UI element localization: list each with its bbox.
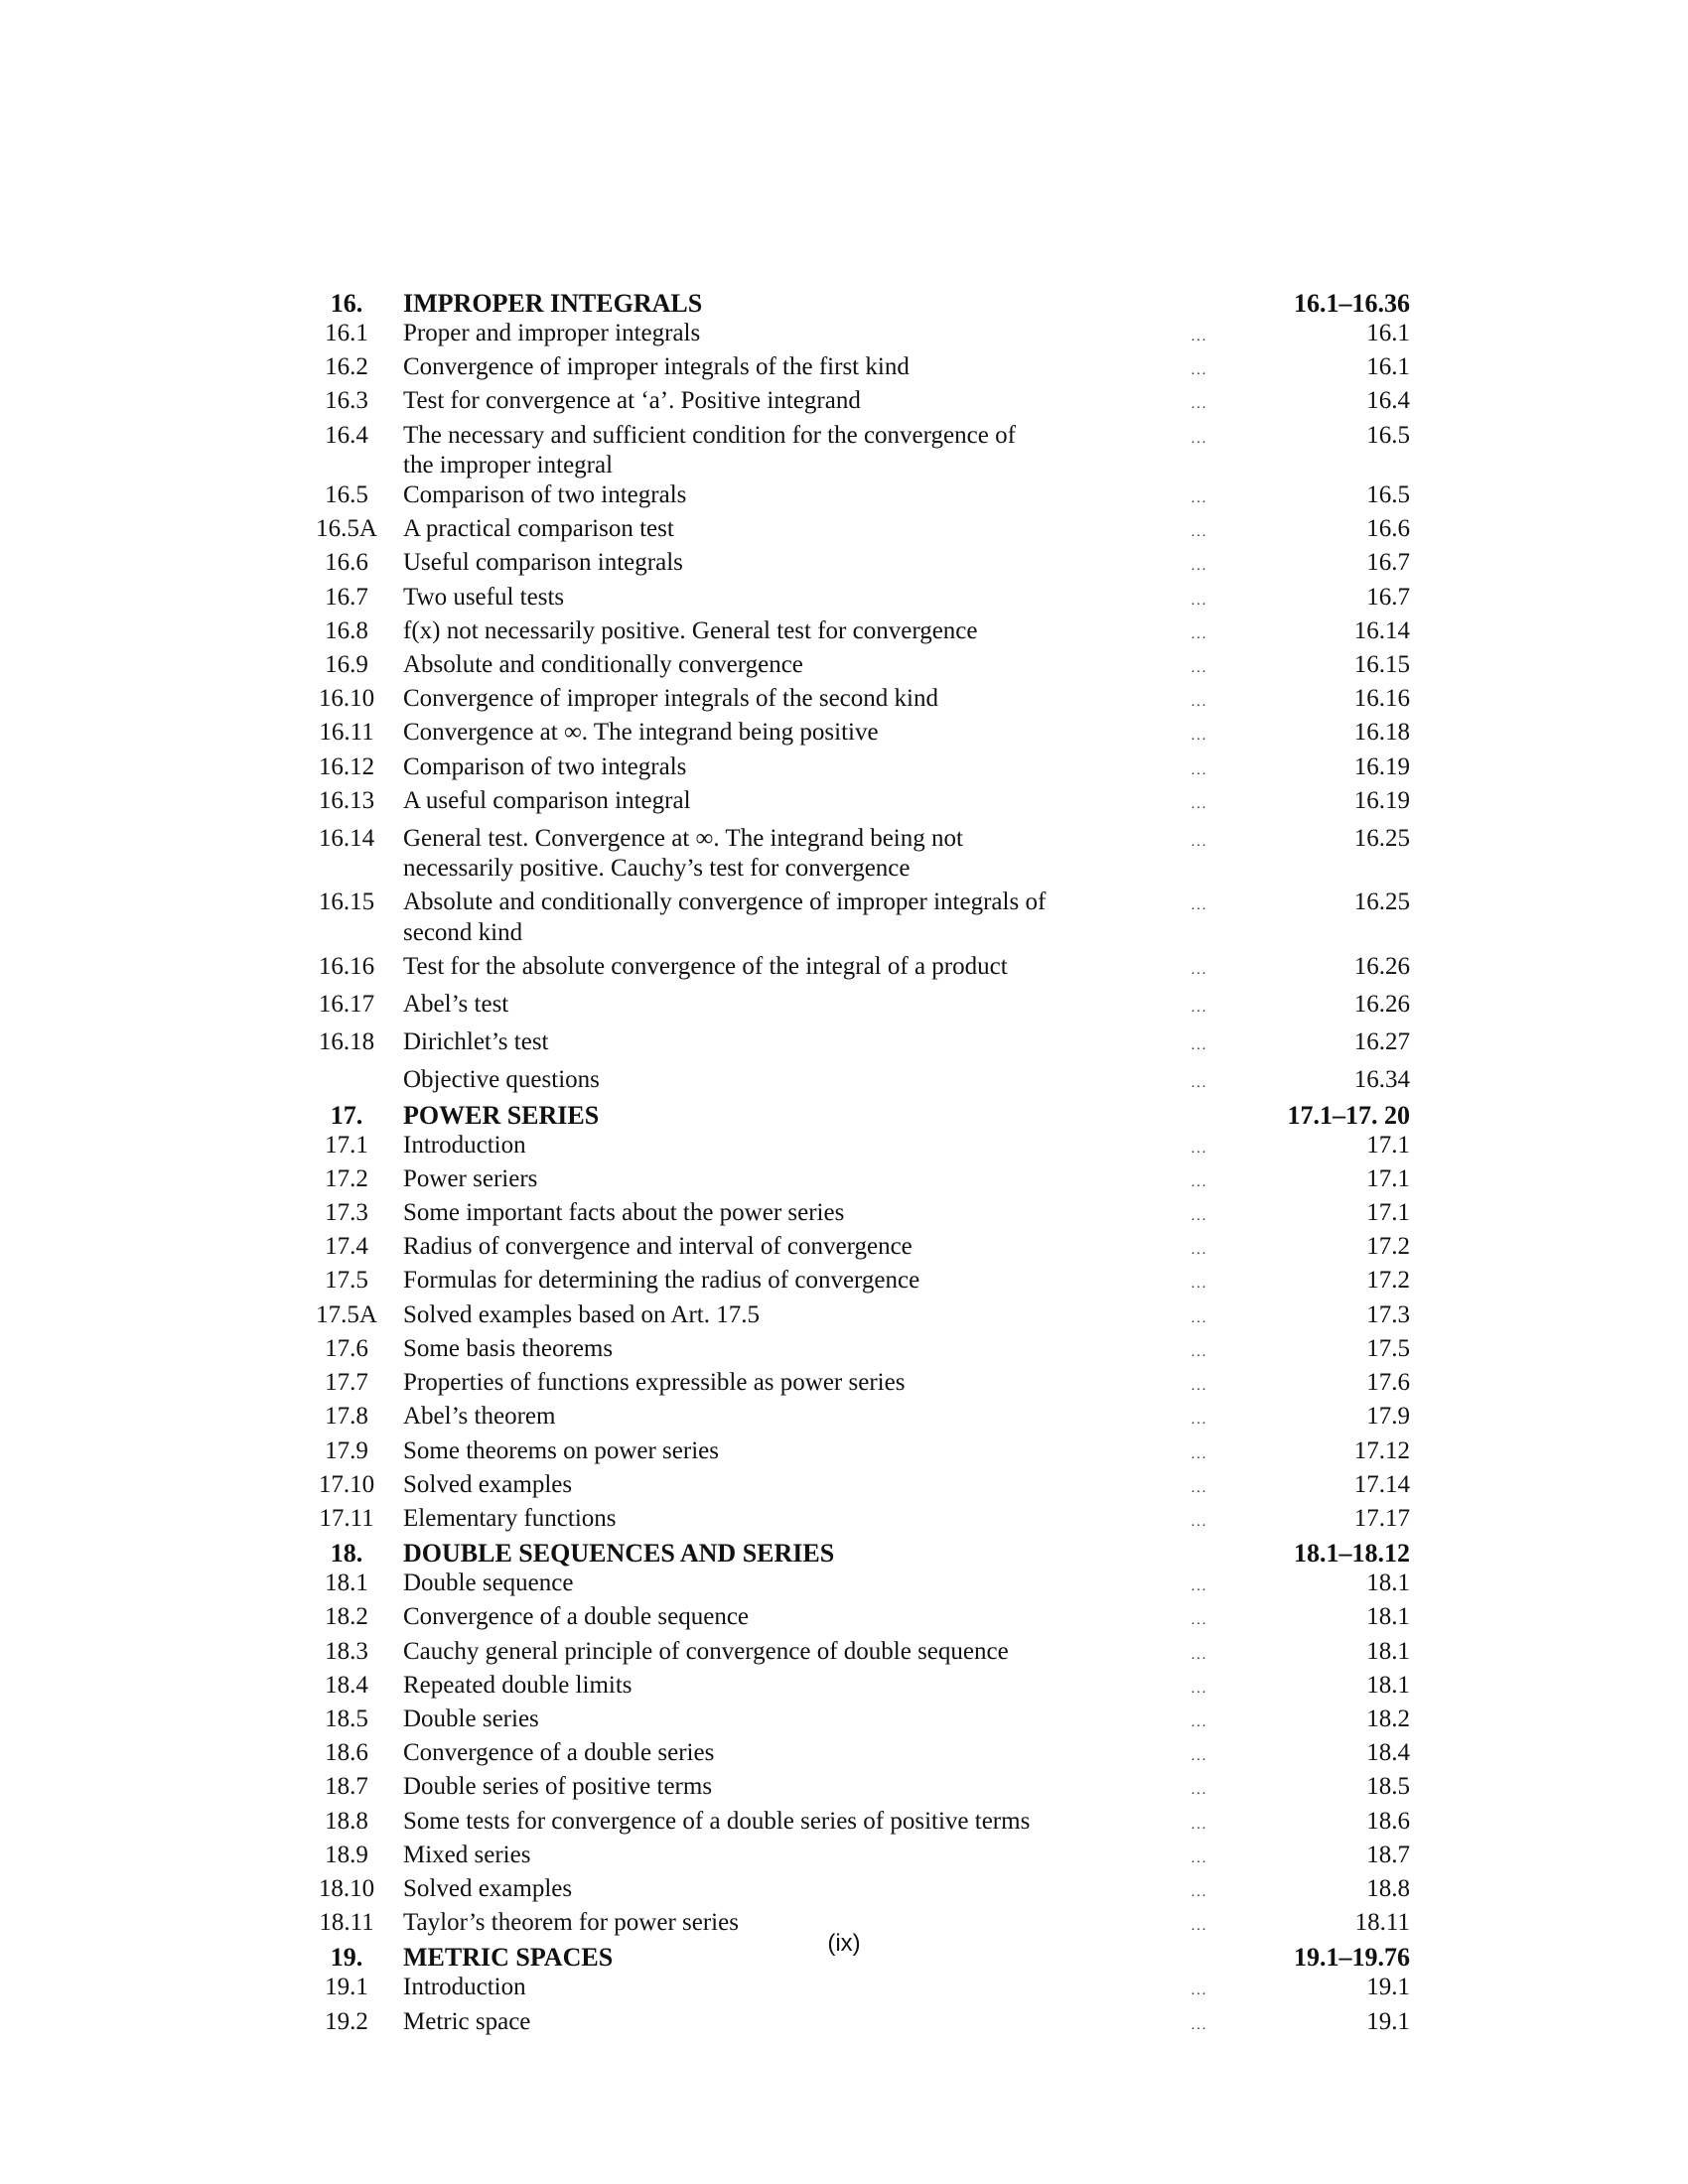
toc-entry <box>308 583 1410 616</box>
toc-entry <box>308 1569 1410 1602</box>
section-title: Test for convergence at ‘a’. Positive integrand <box>403 387 861 415</box>
section-number: 16.1 <box>325 320 368 346</box>
page-number: 16.14 <box>1353 616 1410 644</box>
section-title <box>385 887 1150 947</box>
toc-entry <box>308 1504 1410 1538</box>
page-number: 16.19 <box>1353 752 1410 780</box>
section-number: 18.6 <box>325 1739 368 1767</box>
section-title: Two useful tests <box>403 583 565 611</box>
page-number: 17.1 <box>1366 1164 1410 1192</box>
section-title: Properties of functions expressible as power series <box>403 1369 906 1397</box>
section-title: Abel’s test <box>403 991 509 1019</box>
page-number: 18.5 <box>1366 1773 1410 1801</box>
chapter-heading <box>308 1100 1410 1131</box>
toc-entry <box>308 1266 1410 1299</box>
leader-dots: ... <box>1191 525 1208 541</box>
section-number: 18.10 <box>318 1874 375 1902</box>
toc-entry <box>308 824 1410 884</box>
page-number: 16.5 <box>1366 481 1410 509</box>
page-number: 18.2 <box>1366 1705 1410 1732</box>
section-title-line-2: the improper integral <box>403 451 614 478</box>
section-title: Formulas for determining the radius of convergence <box>403 1267 920 1295</box>
page-number: 16.26 <box>1353 952 1410 980</box>
page-number: 16.5 <box>1366 421 1410 449</box>
section-title: Some basis theorems <box>403 1334 614 1362</box>
toc-entry <box>308 650 1410 684</box>
section-number: 16.15 <box>318 888 375 916</box>
toc-entry <box>308 319 1410 352</box>
toc-entry <box>308 1334 1410 1368</box>
leader-dots: ... <box>1191 962 1208 978</box>
leader-dots: ... <box>1191 1076 1208 1092</box>
chapter-title: IMPROPER INTEGRALS <box>403 289 703 318</box>
toc-entry <box>308 1738 1410 1772</box>
page-number: 18.8 <box>1366 1874 1410 1902</box>
toc-entry <box>308 1368 1410 1402</box>
toc-entry <box>308 1637 1410 1671</box>
toc-entry <box>308 1164 1410 1198</box>
section-title-line-2: second kind <box>403 918 523 946</box>
page-number: 18.7 <box>1366 1841 1410 1868</box>
leader-dots: ... <box>1191 1209 1208 1225</box>
section-number: 16.17 <box>318 991 375 1019</box>
section-number: 17.2 <box>325 1164 368 1192</box>
section-number: 16.3 <box>325 387 368 415</box>
section-title: Some theorems on power series <box>403 1436 719 1464</box>
toc-entry <box>308 1300 1410 1334</box>
page-number: 18.1 <box>1366 1671 1410 1699</box>
leader-dots: ... <box>1191 1647 1208 1663</box>
page-number: 16.25 <box>1353 888 1410 916</box>
page-number: 17.3 <box>1366 1300 1410 1328</box>
page-number: 17.17 <box>1353 1504 1410 1532</box>
leader-dots: ... <box>1191 1174 1208 1190</box>
toc-entry <box>308 1973 1410 2006</box>
leader-dots: ... <box>1191 1919 1208 1935</box>
section-number: 16.12 <box>318 752 375 780</box>
toc-entry <box>308 887 1410 947</box>
section-title: Introduction <box>403 1131 526 1159</box>
section-number: 17.4 <box>325 1233 368 1261</box>
section-number: 16.4 <box>325 421 368 449</box>
page-number: 18.1 <box>1366 1570 1410 1597</box>
leader-dots: ... <box>1191 898 1208 914</box>
page-folio: (ix) <box>827 1930 861 1957</box>
chapter-title: DOUBLE SEQUENCES AND SERIES <box>403 1539 835 1569</box>
toc-entry <box>308 386 1410 420</box>
chapter-heading <box>308 1538 1410 1569</box>
section-number: 18.5 <box>325 1705 368 1732</box>
section-title: Power seriers <box>403 1164 538 1192</box>
section-number: 16.18 <box>318 1028 375 1056</box>
section-number: 17.9 <box>325 1436 368 1464</box>
leader-dots: ... <box>1191 1579 1208 1595</box>
page-number: 16.7 <box>1366 549 1410 577</box>
section-title: Solved examples <box>403 1470 573 1498</box>
toc-entry <box>308 1470 1410 1504</box>
leader-dots: ... <box>1191 559 1208 575</box>
page-number: 17.2 <box>1366 1233 1410 1261</box>
page-number: 16.4 <box>1366 387 1410 415</box>
toc-entry <box>308 718 1410 751</box>
leader-dots: ... <box>1191 1446 1208 1462</box>
leader-dots: ... <box>1191 1310 1208 1326</box>
leader-dots: ... <box>1191 762 1208 778</box>
toc-entry <box>308 1131 1410 1164</box>
section-title <box>385 824 1150 884</box>
page-number: 16.6 <box>1366 515 1410 543</box>
section-number: 16.6 <box>325 549 368 577</box>
page-number: 17.14 <box>1353 1470 1410 1498</box>
page-number: 19.1 <box>1366 2007 1410 2035</box>
section-title: Absolute and conditionally convergence <box>403 651 803 679</box>
chapter-heading <box>308 288 1410 319</box>
chapter-page-range: 19.1–19.76 <box>1294 1943 1410 1973</box>
leader-dots: ... <box>1191 2017 1208 2033</box>
section-number: 16.13 <box>318 786 375 814</box>
section-number: 18.11 <box>319 1909 374 1937</box>
section-title: Proper and improper integrals <box>403 320 701 346</box>
leader-dots: ... <box>1191 1514 1208 1530</box>
section-number: 17.11 <box>319 1504 374 1532</box>
section-title: Taylor’s theorem for power series <box>403 1909 739 1937</box>
leader-dots: ... <box>1191 1413 1208 1429</box>
section-number: 17.10 <box>318 1470 375 1498</box>
page-number: 16.1 <box>1366 320 1410 346</box>
leader-dots: ... <box>1191 1038 1208 1054</box>
section-title: Convergence of a double series <box>403 1739 715 1767</box>
section-number: 18.7 <box>325 1773 368 1801</box>
page-number: 16.34 <box>1353 1066 1410 1094</box>
page-number: 16.19 <box>1353 786 1410 814</box>
section-number: 17.5A <box>316 1300 377 1328</box>
chapter-title: METRIC SPACES <box>403 1943 614 1973</box>
leader-dots: ... <box>1191 796 1208 812</box>
page-number: 17.5 <box>1366 1334 1410 1362</box>
page-number: 16.1 <box>1366 353 1410 381</box>
chapter-page-range: 16.1–16.36 <box>1294 289 1410 318</box>
section-title: Convergence of a double sequence <box>403 1603 750 1631</box>
section-number: 16. <box>330 289 363 318</box>
leader-dots: ... <box>1191 363 1208 379</box>
section-title-line-1: General test. Convergence at ∞. The integrand being not <box>403 825 963 853</box>
leader-dots: ... <box>1191 1749 1208 1765</box>
leader-dots: ... <box>1191 1379 1208 1395</box>
page-number: 18.11 <box>1354 1909 1410 1937</box>
section-number: 17.1 <box>325 1131 368 1159</box>
section-title: Convergence of improper integrals of the second kind <box>403 685 938 713</box>
section-number: 19.2 <box>325 2007 368 2035</box>
section-title: Convergence at ∞. The integrand being positive <box>403 719 879 747</box>
leader-dots: ... <box>1191 1983 1208 1999</box>
toc-entry <box>308 1671 1410 1705</box>
section-number: 17. <box>330 1100 363 1130</box>
section-title: Introduction <box>403 1974 526 2001</box>
section-number: 18.8 <box>325 1807 368 1835</box>
page-number: 18.1 <box>1366 1603 1410 1631</box>
page-number: 18.1 <box>1366 1637 1410 1665</box>
leader-dots: ... <box>1191 1817 1208 1833</box>
toc-entry <box>308 1198 1410 1232</box>
leader-dots: ... <box>1191 835 1208 851</box>
page-number: 17.6 <box>1366 1369 1410 1397</box>
toc-entry <box>308 514 1410 548</box>
toc-entry <box>308 1027 1410 1061</box>
section-title: Some important facts about the power series <box>403 1199 845 1227</box>
section-title: Cauchy general principle of convergence of double sequence <box>403 1637 1009 1665</box>
leader-dots: ... <box>1191 330 1208 344</box>
section-title-line-1: Absolute and conditionally convergence of improper integrals of <box>403 888 1047 916</box>
toc-entry <box>308 1065 1410 1099</box>
leader-dots: ... <box>1191 1277 1208 1293</box>
section-title: Solved examples based on Art. 17.5 <box>403 1300 760 1328</box>
toc-entry <box>308 1436 1410 1470</box>
section-title: Mixed series <box>403 1841 531 1868</box>
toc-entry <box>308 616 1410 650</box>
toc-entry <box>308 548 1410 582</box>
toc-entry <box>308 1602 1410 1636</box>
section-title: Comparison of two integrals <box>403 752 687 780</box>
section-number: 17.8 <box>325 1403 368 1431</box>
section-title: Double sequence <box>403 1570 574 1597</box>
toc-entry <box>308 1807 1410 1841</box>
leader-dots: ... <box>1191 1480 1208 1496</box>
page-number: 17.1 <box>1366 1199 1410 1227</box>
section-title: Elementary functions <box>403 1504 617 1532</box>
leader-dots: ... <box>1191 1681 1208 1697</box>
page-number: 17.12 <box>1353 1436 1410 1464</box>
leader-dots: ... <box>1191 1613 1208 1629</box>
page-number: 19.1 <box>1366 1974 1410 2001</box>
section-number: 17.3 <box>325 1199 368 1227</box>
leader-dots: ... <box>1191 695 1208 711</box>
leader-dots: ... <box>1191 1884 1208 1900</box>
section-title <box>385 421 1150 480</box>
leader-dots: ... <box>1191 593 1208 609</box>
section-number: 16.8 <box>325 616 368 644</box>
section-title: Double series of positive terms <box>403 1773 713 1801</box>
section-title: A useful comparison integral <box>403 786 691 814</box>
leader-dots: ... <box>1191 431 1208 447</box>
leader-dots: ... <box>1191 397 1208 413</box>
toc-entry <box>308 1232 1410 1266</box>
section-number: 16.2 <box>325 353 368 381</box>
section-title: A practical comparison test <box>403 515 674 543</box>
section-number: 17.7 <box>325 1369 368 1397</box>
page-number: 16.7 <box>1366 583 1410 611</box>
section-number: 16.5 <box>325 481 368 509</box>
page-number: 18.6 <box>1366 1807 1410 1835</box>
toc-entry <box>308 2007 1410 2041</box>
page-number: 17.2 <box>1366 1267 1410 1295</box>
chapter-page-range: 17.1–17. 20 <box>1287 1100 1410 1130</box>
page-number: 16.26 <box>1353 991 1410 1019</box>
toc-entry <box>308 684 1410 718</box>
section-title: Metric space <box>403 2007 531 2035</box>
page-number: 17.1 <box>1366 1131 1410 1159</box>
leader-dots: ... <box>1191 1783 1208 1799</box>
table-of-contents <box>308 288 1410 2041</box>
toc-entry <box>308 752 1410 786</box>
toc-entry <box>308 990 1410 1024</box>
section-title: Some tests for convergence of a double series of positive terms <box>403 1807 1031 1835</box>
section-title: Objective questions <box>403 1066 600 1094</box>
section-number: 19. <box>330 1943 363 1973</box>
section-number: 19.1 <box>325 1974 368 2001</box>
section-title: Convergence of improper integrals of the first kind <box>403 353 910 381</box>
section-number: 17.6 <box>325 1334 368 1362</box>
section-title: Radius of convergence and interval of convergence <box>403 1233 913 1261</box>
page-number: 16.27 <box>1353 1028 1410 1056</box>
section-number: 16.7 <box>325 583 368 611</box>
section-title: Dirichlet’s test <box>403 1028 549 1056</box>
section-title: Comparison of two integrals <box>403 481 687 509</box>
section-number: 18.3 <box>325 1637 368 1665</box>
section-title-line-1: The necessary and sufficient condition for the convergence of <box>403 421 1016 449</box>
toc-entry <box>308 352 1410 386</box>
chapter-page-range: 18.1–18.12 <box>1294 1539 1410 1569</box>
leader-dots: ... <box>1191 626 1208 642</box>
section-number: 18.2 <box>325 1603 368 1631</box>
toc-entry <box>308 421 1410 480</box>
toc-entry <box>308 480 1410 514</box>
page-number: 16.16 <box>1353 685 1410 713</box>
toc-entry <box>308 1705 1410 1738</box>
section-title: Repeated double limits <box>403 1671 633 1699</box>
section-title: Double series <box>403 1705 539 1732</box>
leader-dots: ... <box>1191 1714 1208 1730</box>
section-title: f(x) not necessarily positive. General test for convergence <box>403 616 978 644</box>
toc-entry <box>308 786 1410 820</box>
toc-entry <box>308 1841 1410 1874</box>
section-number: 16.11 <box>319 719 374 747</box>
leader-dots: ... <box>1191 1141 1208 1157</box>
section-title: Abel’s theorem <box>403 1403 556 1431</box>
section-title: Solved examples <box>403 1874 573 1902</box>
leader-dots: ... <box>1191 491 1208 507</box>
section-number: 16.16 <box>318 952 375 980</box>
page-number: 16.25 <box>1353 825 1410 853</box>
section-number: 16.9 <box>325 651 368 679</box>
page-number: 17.9 <box>1366 1403 1410 1431</box>
section-number: 18.9 <box>325 1841 368 1868</box>
page-number: 16.15 <box>1353 651 1410 679</box>
section-number: 18.4 <box>325 1671 368 1699</box>
page-number: 18.4 <box>1366 1739 1410 1767</box>
leader-dots: ... <box>1191 661 1208 677</box>
section-title: Test for the absolute convergence of the integral of a product <box>403 952 1008 980</box>
leader-dots: ... <box>1191 1001 1208 1017</box>
toc-entry <box>308 1402 1410 1435</box>
leader-dots: ... <box>1191 1850 1208 1866</box>
section-title: Useful comparison integrals <box>403 549 683 577</box>
toc-entry <box>308 952 1410 986</box>
leader-dots: ... <box>1191 729 1208 745</box>
toc-entry <box>308 1772 1410 1806</box>
section-title-line-2: necessarily positive. Cauchy’s test for convergence <box>403 855 911 883</box>
leader-dots: ... <box>1191 1344 1208 1360</box>
toc-entry <box>308 1874 1410 1908</box>
section-number: 16.14 <box>318 825 375 853</box>
section-number: 16.10 <box>318 685 375 713</box>
section-number: 16.5A <box>316 515 377 543</box>
section-number: 18. <box>330 1539 363 1569</box>
chapter-title: POWER SERIES <box>403 1100 600 1130</box>
page-number: 16.18 <box>1353 719 1410 747</box>
section-number: 17.5 <box>325 1267 368 1295</box>
section-number: 18.1 <box>325 1570 368 1597</box>
leader-dots: ... <box>1191 1243 1208 1259</box>
